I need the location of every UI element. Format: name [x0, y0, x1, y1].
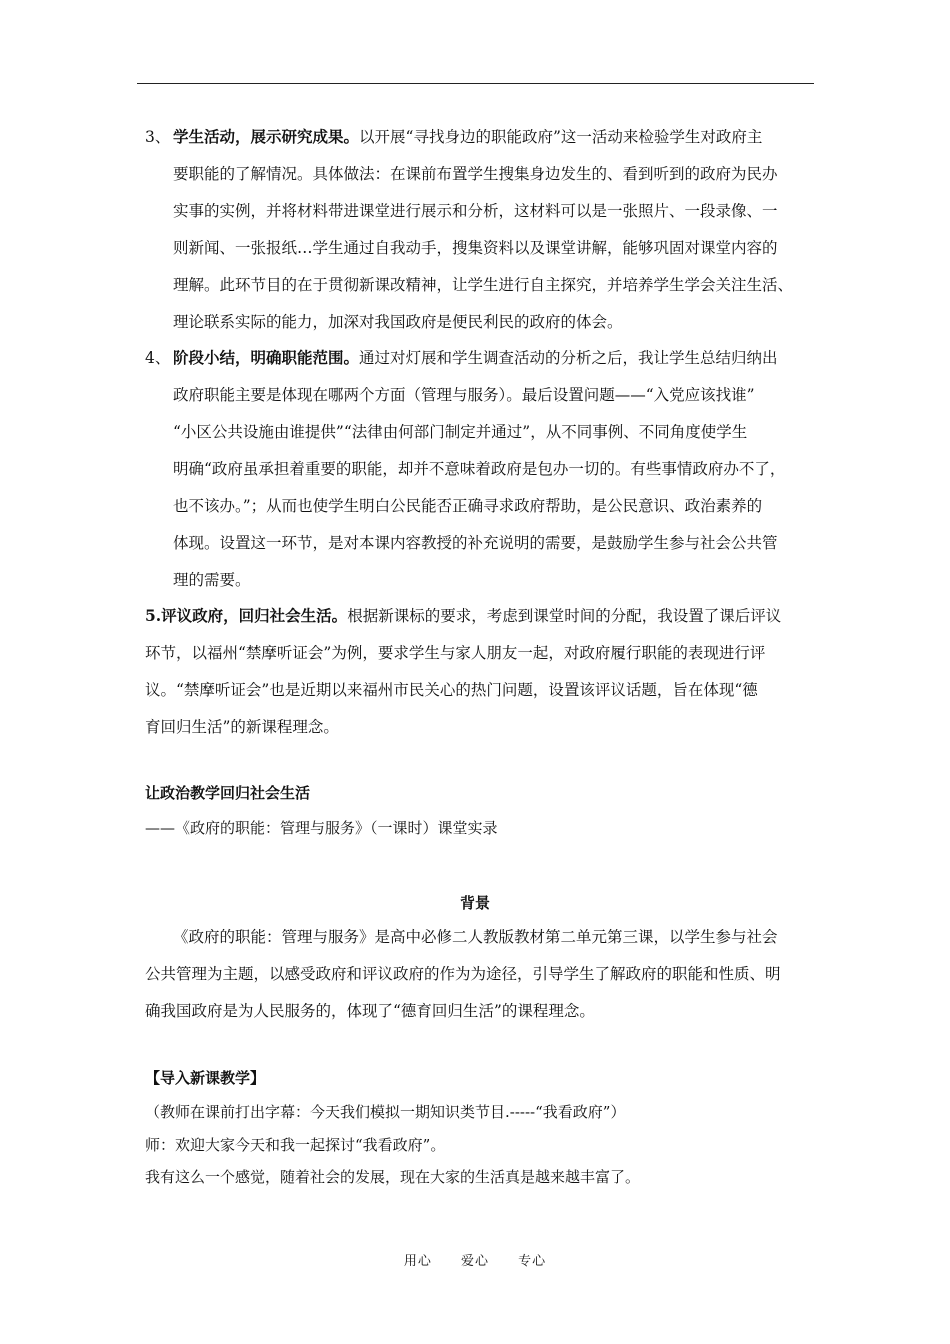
item-3-text: 以开展“寻找身边的职能政府”这一活动来检验学生对政府主 — [359, 128, 763, 146]
item-4-line-1 — [173, 348, 778, 368]
item-3-line-1 — [173, 127, 762, 147]
item-5-line-3: 议。“禁摩听证会”也是近期以来福州市民关心的热门问题，设置该评议话题，旨在体现“德 — [145, 681, 758, 699]
item-4-line-4: 明确“政府虽承担着重要的职能，却并不意味着政府是包办一切的。有些事情政府办不了， — [173, 460, 786, 478]
footer-word-2: 爱心 — [460, 1254, 489, 1269]
item-3-lead: 学生活动，展示研究成果。 — [173, 127, 360, 146]
intro-line-3: 我有这么一个感觉，随着社会的发展，现在大家的生活真是越来越丰富了。 — [145, 1168, 641, 1186]
item-4-lead: 阶段小结，明确职能范围。 — [173, 348, 360, 367]
header-rule — [137, 83, 814, 84]
item-3-line-4: 则新闻、一张报纸…学生通过自我动手，搜集资料以及课堂讲解，能够巩固对课堂内容的 — [173, 239, 778, 257]
item-3-line-3: 实事的实例，并将材料带进课堂进行展示和分析，这材料可以是一张照片、一段录像、一 — [173, 202, 778, 220]
background-line-2: 公共管理为主题，以感受政府和评议政府的作为为途径，引导学生了解政府的职能和性质、明 — [145, 965, 781, 983]
item-5-text: 根据新课标的要求，考虑到课堂时间的分配，我设置了课后评议 — [347, 607, 782, 625]
background-line-3: 确我国政府是为人民服务的，体现了“德育回归生活”的课程理念。 — [145, 1002, 595, 1020]
item-3-line-5: 理解。此环节目的在于贯彻新课改精神，让学生进行自主探究，并培养学生学会关注生活、 — [173, 276, 794, 294]
intro-heading: 【导入新课教学】 — [145, 1069, 266, 1087]
item-3-line-6: 理论联系实际的能力，加深对我国政府是便民利民的政府的体会。 — [173, 313, 623, 331]
item-3-line-2: 要职能的了解情况。具体做法：在课前布置学生搜集身边发生的、看到听到的政府为民办 — [173, 165, 778, 183]
item-4-text: 通过对灯展和学生调查活动的分析之后，我让学生总结归纳出 — [359, 349, 778, 367]
article-subtitle: ——《政府的职能：管理与服务》（一课时）课堂实录 — [145, 819, 498, 837]
item-4-line-5: 也不该办。”；从而也使学生明白公民能否正确寻求政府帮助，是公民意识、政治素养的 — [173, 497, 763, 515]
item-5-line-1 — [145, 606, 781, 626]
item-5-line-4: 育回归生活”的新课程理念。 — [145, 718, 339, 736]
intro-line-1: （教师在课前打出字幕：今天我们模拟一期知识类节目.-----“我看政府”） — [145, 1103, 626, 1121]
article-title: 让政治教学回归社会生活 — [145, 784, 311, 802]
item-3-number: 3、 — [145, 128, 171, 146]
background-line-1: 《政府的职能：管理与服务》是高中必修二人教版教材第二单元第三课，以学生参与社会 — [173, 928, 778, 946]
item-5-line-2: 环节，以福州“禁摩听证会”为例，要求学生与家人朋友一起，对政府履行职能的表现进行评 — [145, 644, 766, 662]
item-4-number: 4、 — [145, 349, 171, 367]
background-heading: 背景 — [459, 894, 490, 912]
footer-word-1: 用心 — [403, 1254, 432, 1269]
item-4-line-2: 政府职能主要是体现在哪两个方面（管理与服务）。最后设置问题——“入党应该找谁” — [173, 386, 755, 404]
item-5-lead: 5.评议政府，回归社会生活。 — [145, 606, 348, 625]
item-4-line-7: 理的需要。 — [173, 571, 251, 589]
intro-line-2: 师：欢迎大家今天和我一起探讨“我看政府”。 — [145, 1136, 446, 1154]
item-4-line-3: “小区公共设施由谁提供”“法律由何部门制定并通过”，从不同事例、不同角度使学生 — [173, 423, 748, 441]
footer-word-3: 专心 — [518, 1254, 547, 1269]
item-4-line-6: 体现。设置这一环节，是对本课内容教授的补充说明的需要，是鼓励学生参与社会公共管 — [173, 534, 778, 552]
page-footer — [0, 1250, 950, 1269]
